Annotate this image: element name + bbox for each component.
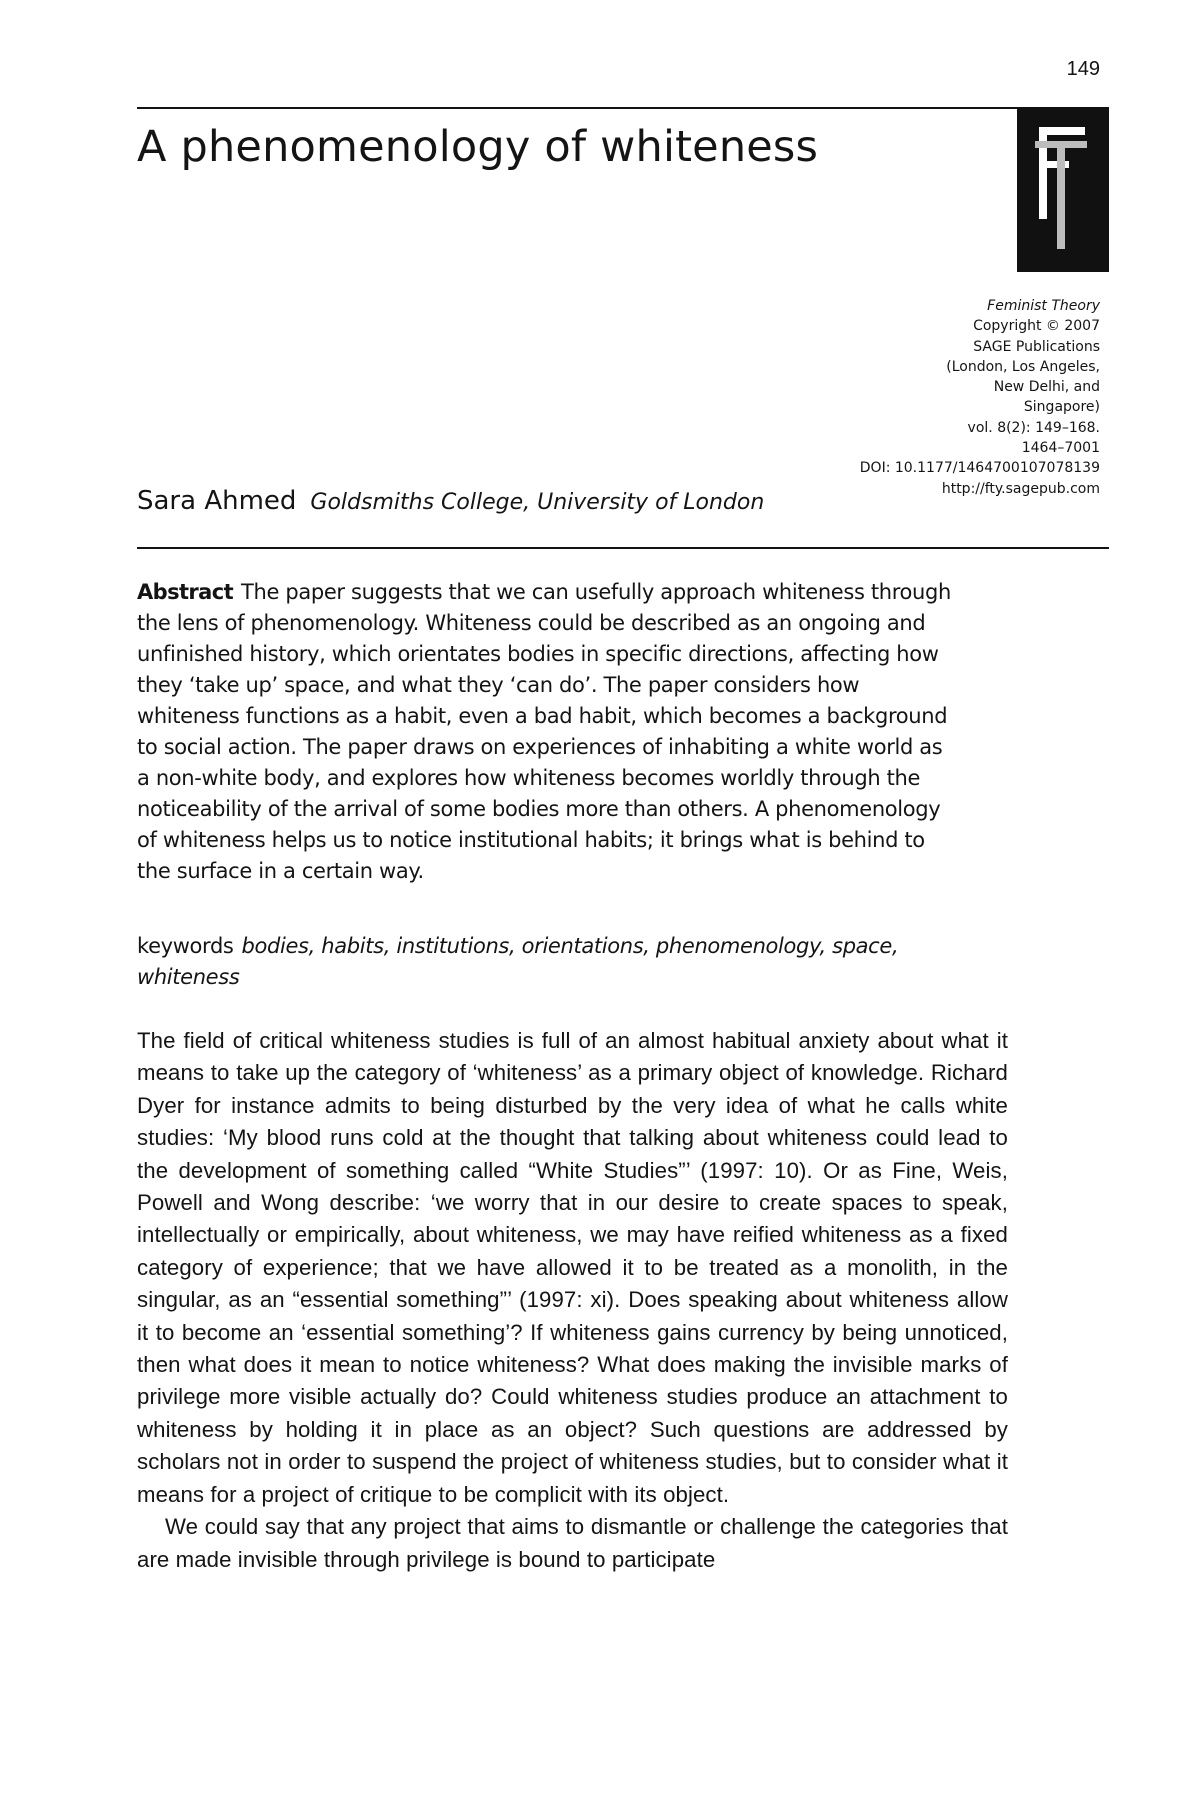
keywords [137,931,957,993]
journal-volume: vol. 8(2): 149–168. [967,419,1100,436]
journal-publisher: SAGE Publications [973,338,1100,355]
author-affiliation: Goldsmiths College, University of London [310,490,765,515]
abstract-heading: Abstract [137,580,234,604]
abstract-text: The paper suggests that we can usefully approach whiteness through the lens of phenomenology. Whiteness could be described as an ongoing and unfinished history, which orientates bodies in specific directions, affecting how they ‘take up’ space, and what they ‘can do’. The paper considers how whiteness functions as a habit, even a bad habit, which becomes a background to social action. The paper draws on experiences of inhabiting a white world as a non-white body, and explores how whiteness becomes worldly through the noticeability of the arrival of some bodies more than others. A phenomenology of whiteness helps us to notice institutional habits; it brings what is behind to the surface in a certain way. [137,580,951,883]
journal-logo [1017,107,1109,272]
journal-copyright: Copyright © 2007 [973,318,1100,335]
logo-f-top-bar [1039,127,1085,135]
abstract [137,577,957,887]
journal-name: Feminist Theory [987,298,1100,314]
journal-issn: 1464–7001 [1021,440,1100,457]
keywords-heading: keywords [137,934,234,958]
header-rule [137,107,1019,109]
journal-location-3: Singapore) [1023,399,1100,416]
keywords-list: bodies, habits, institutions, orientations, phenomenology, space, whiteness [137,934,899,989]
logo-f-stem [1039,127,1047,219]
journal-location-1: (London, Los Angeles, [946,358,1100,375]
abstract-rule [137,547,1109,549]
body-paragraph-2: We could say that any project that aims to dismantle or challenge the categories that are made invisible through privilege is bound to participate [137,1514,1008,1572]
body-text [137,1025,1008,1576]
journal-info [800,296,1100,499]
body-paragraph-1: The field of critical whiteness studies is full of an almost habitual anxiety about what it means to take up the category of ‘whiteness’ as a primary object of knowledge. Richard Dyer for instance admits to being disturbed by the very idea of what he calls white studies: ‘My blood runs cold at the thought that talking about whiteness could lead to the development of something called “White Studies”’ (1997: 10). Or as Fine, Weis, Powell and Wong describe: ‘we worry that in our desire to create spaces to speak, intellectually or empirically, about whiteness, we may have reified whiteness as a fixed category of experience; that we have allowed it to be treated as a monolith, in the singular, as an “essential something”’ (1997: xi). Does speaking about whiteness allow it to become an ‘essential something’? If whiteness gains currency by being unnoticed, then what does it mean to notice whiteness? What does making the invisible marks of privilege more visible actually do? Could whiteness studies produce an attachment to whiteness by holding it in place as an object? Such questions are addressed by scholars not in order to suspend the project of whiteness studies, but to consider what it means for a project of critique to be complicit with its object. [137,1028,1008,1507]
logo-t-stem [1057,141,1065,249]
journal-location-2: New Delhi, and [993,379,1100,396]
journal-doi: DOI: 10.1177/1464700107078139 [859,460,1100,477]
author-name: Sara Ahmed [137,486,297,516]
article-title: A phenomenology of whiteness [137,122,819,172]
page-number: 149 [1066,58,1100,80]
author-line [137,486,764,516]
journal-url[interactable]: http://fty.sagepub.com [941,480,1100,497]
